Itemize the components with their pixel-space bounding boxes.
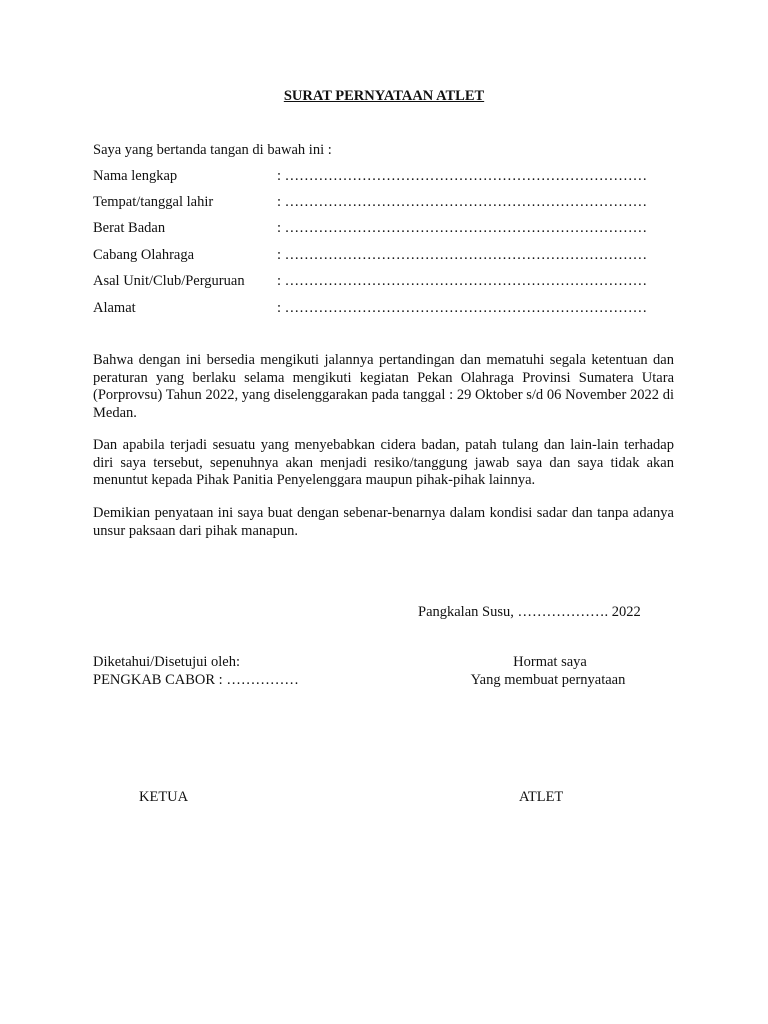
field-label-asal: Asal Unit/Club/Perguruan — [93, 273, 245, 289]
right-signature-role: ATLET — [519, 789, 564, 805]
field-value-asal: : ………………………………………………………………… — [277, 273, 648, 289]
field-label-nama: Nama lengkap — [93, 168, 178, 184]
paragraph-statement: Bahwa dengan ini bersedia mengikuti jalannya pertandingan dan mematuhi segala ketentuan dan peraturan yang berlaku selama mengikuti kegiatan Pekan Olahraga Provinsi Sumatera Utara (Porprovsu) Tahun 2022, yang diselenggarakan pada tanggal : 29 Oktober s/d 06 November 2022 di Medan. — [93, 352, 674, 421]
field-value-cabang: : ………………………………………………………………… — [277, 247, 648, 263]
document-title: SURAT PERNYATAAN ATLET — [283, 88, 485, 104]
field-value-alamat: : ………………………………………………………………… — [277, 300, 648, 316]
right-signature-line2: Yang membuat pernyataan — [470, 672, 626, 688]
field-value-ttl: : ………………………………………………………………… — [277, 194, 648, 210]
left-signature-line2: PENGKAB CABOR : …………… — [93, 672, 299, 688]
right-signature-line1: Hormat saya — [513, 654, 587, 670]
paragraph-liability: Dan apabila terjadi sesuatu yang menyebabkan cidera badan, patah tulang dan lain-lain terhadap diri saya tersebut, sepenuhnya akan menjadi resiko/tanggung jawab saya dan saya tidak akan menuntut kepada Pihak Panitia Penyelenggara maupun pihak-pihak lainnya. — [93, 437, 674, 488]
field-value-berat: : ………………………………………………………………… — [277, 220, 648, 236]
intro-text: Saya yang bertanda tangan di bawah ini : — [93, 142, 332, 158]
field-value-nama: : ………………………………………………………………… — [277, 168, 648, 184]
field-label-alamat: Alamat — [93, 300, 136, 316]
field-label-cabang: Cabang Olahraga — [93, 247, 195, 263]
field-label-ttl: Tempat/tanggal lahir — [93, 194, 214, 210]
left-signature-line1: Diketahui/Disetujui oleh: — [93, 654, 240, 670]
place-date: Pangkalan Susu, ………………. 2022 — [418, 604, 641, 620]
left-signature-role: KETUA — [139, 789, 189, 805]
paragraph-closing: Demikian penyataan ini saya buat dengan sebenar-benarnya dalam kondisi sadar dan tanpa adanya unsur paksaan dari pihak manapun. — [93, 505, 674, 539]
field-label-berat: Berat Badan — [93, 220, 166, 236]
